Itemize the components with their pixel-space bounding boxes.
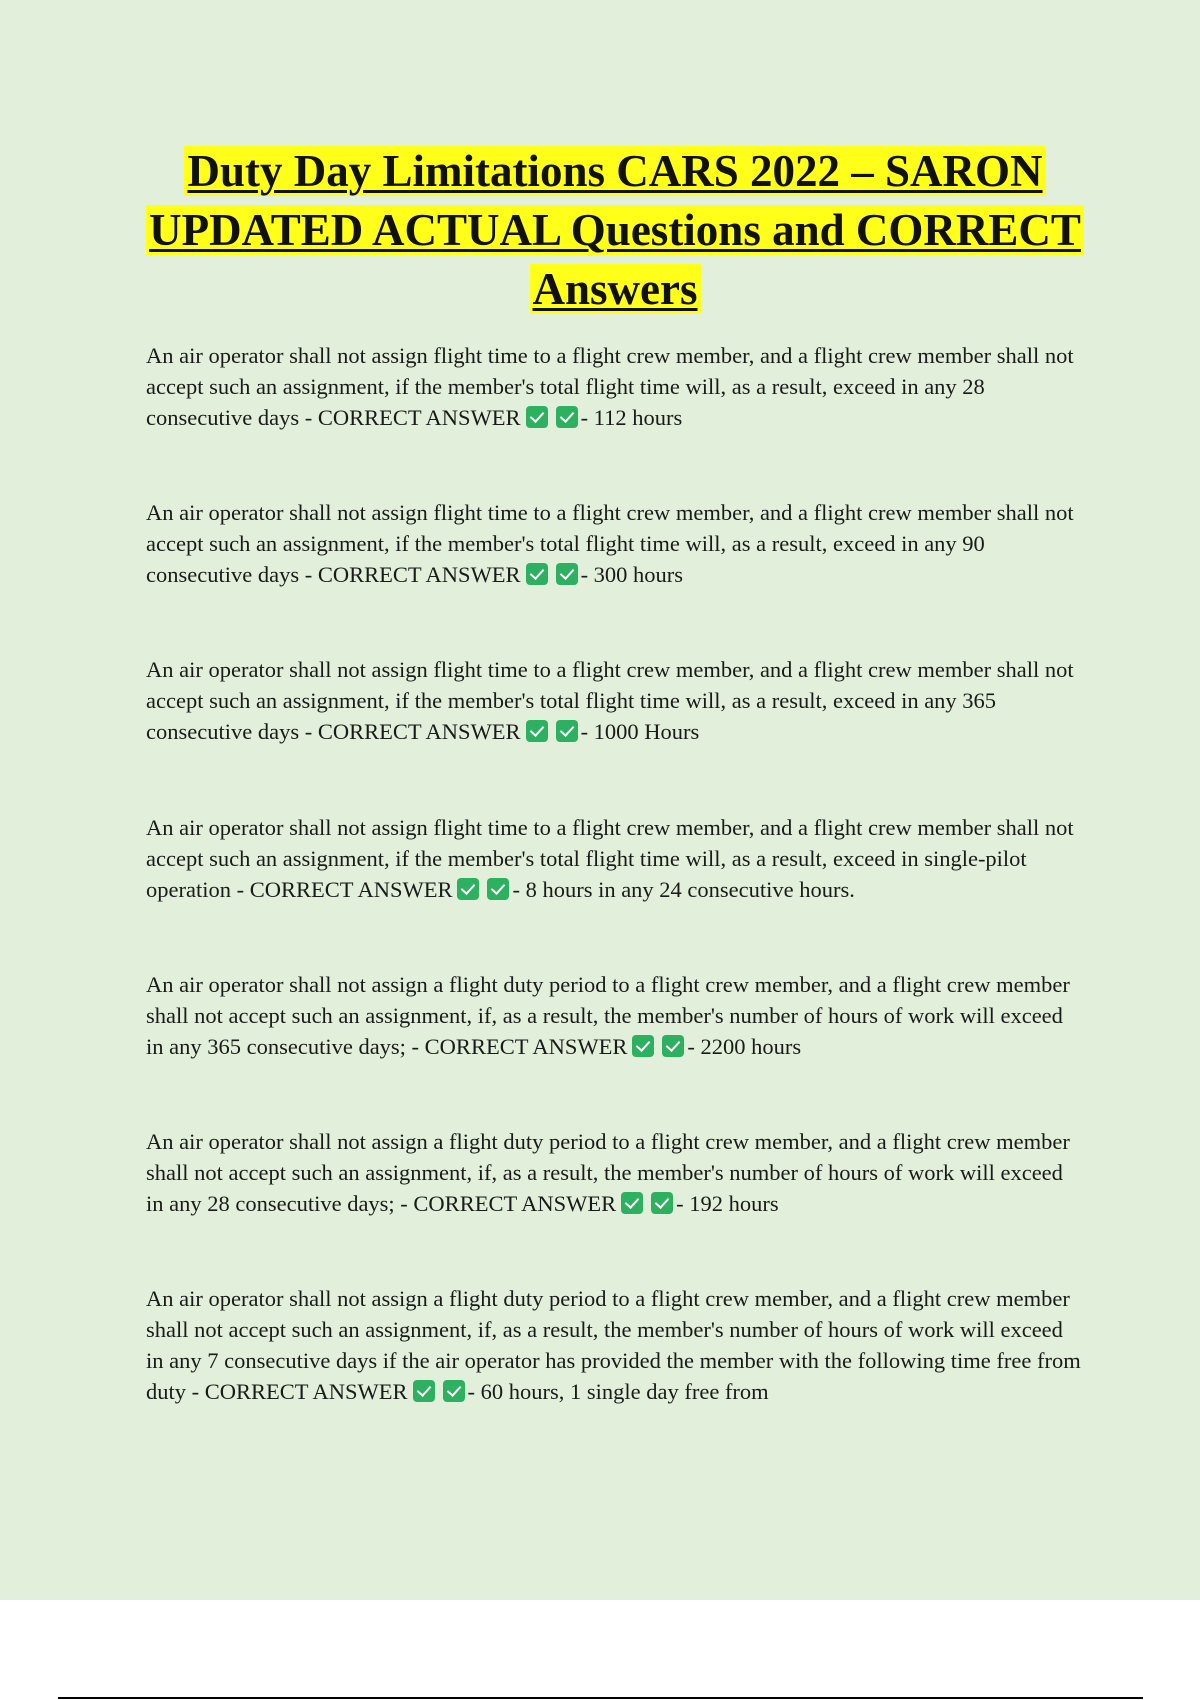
answer-text: - 2200 hours <box>687 1034 802 1059</box>
qa-item <box>146 497 1086 590</box>
check-mark-icon <box>556 406 578 428</box>
answer-text: - 60 hours, 1 single day free from <box>467 1379 769 1404</box>
qa-item <box>146 812 1086 905</box>
answer-text: - 8 hours in any 24 consecutive hours. <box>512 877 855 902</box>
page-footer-divider <box>58 1697 1143 1699</box>
qa-item <box>146 1126 1086 1219</box>
check-mark-icon <box>443 1380 465 1402</box>
check-mark-icon <box>556 563 578 585</box>
check-mark-icon <box>526 406 548 428</box>
question-text: An air operator shall not assign flight time to a flight crew member, and a flight crew member shall not accept such an assignment, if the member's total flight time will, as a result, exceed in single-pilot operation - CORRECT ANSWER <box>146 815 1074 902</box>
check-mark-icon <box>457 878 479 900</box>
check-mark-icon <box>526 720 548 742</box>
qa-item <box>146 340 1086 433</box>
question-text: An air operator shall not assign a flight duty period to a flight crew member, and a flight crew member shall not accept such an assignment, if, as a result, the member's number of hours of work will exceed in any 28 consecutive days; - CORRECT ANSWER <box>146 1129 1070 1216</box>
document-title <box>80 142 1150 319</box>
check-mark-icon <box>621 1192 643 1214</box>
check-mark-icon <box>413 1380 435 1402</box>
check-mark-icon <box>632 1035 654 1057</box>
qa-item <box>146 969 1086 1062</box>
qa-item <box>146 1283 1086 1407</box>
check-mark-icon <box>651 1192 673 1214</box>
question-text: An air operator shall not assign a flight duty period to a flight crew member, and a flight crew member shall not accept such an assignment, if, as a result, the member's number of hours of work will exceed in any 365 consecutive days; - CORRECT ANSWER <box>146 972 1070 1059</box>
question-text: An air operator shall not assign a flight duty period to a flight crew member, and a flight crew member shall not accept such an assignment, if, as a result, the member's number of hours of work will exceed in any 7 consecutive days if the air operator has provided the member with the following time free from duty - CORRECT ANSWER <box>146 1286 1081 1404</box>
check-mark-icon <box>556 720 578 742</box>
question-text: An air operator shall not assign flight time to a flight crew member, and a flight crew member shall not accept such an assignment, if the member's total flight time will, as a result, exceed in any 365 consecutive days - CORRECT ANSWER <box>146 657 1074 744</box>
question-text: An air operator shall not assign flight time to a flight crew member, and a flight crew member shall not accept such an assignment, if the member's total flight time will, as a result, exceed in any 90 consecutive days - CORRECT ANSWER <box>146 500 1074 587</box>
qa-item <box>146 654 1086 747</box>
answer-text: - 112 hours <box>580 405 683 430</box>
check-mark-icon <box>487 878 509 900</box>
check-mark-icon <box>662 1035 684 1057</box>
answer-text: - 300 hours <box>580 562 684 587</box>
answer-text: - 192 hours <box>676 1191 779 1216</box>
answer-text: - 1000 Hours <box>580 719 700 744</box>
document-title-text: Duty Day Limitations CARS 2022 – SARON UPDATED ACTUAL Questions and CORRECT Answers <box>146 146 1084 314</box>
check-mark-icon <box>526 563 548 585</box>
question-text: An air operator shall not assign flight time to a flight crew member, and a flight crew member shall not accept such an assignment, if the member's total flight time will, as a result, exceed in any 28 consecutive days - CORRECT ANSWER <box>146 343 1074 430</box>
